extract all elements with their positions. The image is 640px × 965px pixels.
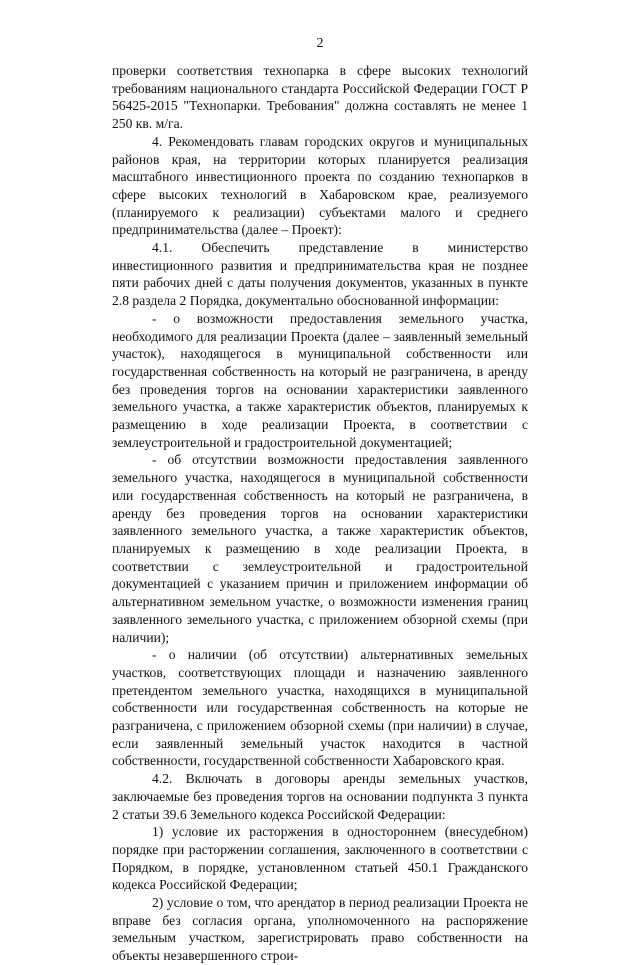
- paragraph-item-4: 4. Рекомендовать главам городских округов и муниципальных районов края, на территории которых планируется реализация масштабного инвестиционного проекта по созданию технопарков в сфере высоких технологий в Хабаровском крае, реализуемого (планируемого к реализации) субъектами малого и среднего предпринимательства (далее – Проект):: [112, 133, 528, 238]
- paragraph-condition-1: 1) условие их расторжения в одностороннем (внесудебном) порядке при расторжении соглашения, заключенного в соответствии с Порядком, в порядке, установленном статьей 450.1 Гражданского кодекса Российской Федерации;: [112, 824, 528, 893]
- paragraph-condition-2: 2) условие о том, что арендатор в период реализации Проекта не вправе без согласия органа, уполномоченного на распоряжение земельным участком, зарегистрировать право собственности на объекты незавершенного строи-: [112, 895, 528, 964]
- page-number: 2: [316, 36, 324, 51]
- paragraph-item-4-1: 4.1. Обеспечить представление в министерство инвестиционного развития и предпринимательства края не позднее пяти рабочих дней с даты получения документов, указанных в пункте 2.8 раздела 2 Порядка, документально обоснованной информации:: [112, 240, 528, 309]
- paragraph-bullet-possibility: - о возможности предоставления земельного участка, необходимого для реализации Проекта (далее – заявленный земельный участок), находящегося в муниципальной собственности или государственная собственность на который не разграничена, в аренду без проведения торгов на основании характеристики заявленного земельного участка, а также характеристик объектов, планируемых к размещению в ходе реализации Проекта, в соответствии с землеустроительной и градостроительной документацией;: [112, 310, 528, 450]
- paragraph-bullet-impossibility: - об отсутствии возможности предоставления заявленного земельного участка, находящегося в муниципальной собственности или государственная собственность на который не разграничена, в аренду без проведения торгов на основании характеристики заявленного земельного участка, а также характеристик объектов, планируемых к размещению в ходе реализации Проекта, в соответствии с землеустроительной и градостроительной документацией с указанием причин и приложением информации об альтернативном земельном участке, о возможности изменения границ заявленного земельного участка, с приложением обзорной схемы (при наличии);: [112, 452, 528, 645]
- paragraph-bullet-alternatives: - о наличии (об отсутствии) альтернативных земельных участков, соответствующих площади и назначению заявленного претендентом земельного участка, находящихся в муниципальной собственности или государственная собственность на которые не разграничена, с приложением обзорной схемы (при наличии) в случае, если заявленный земельный участок находится в частной собственности, государственной собственности Хабаровского края.: [112, 647, 528, 769]
- document-body: [112, 62, 528, 965]
- paragraph-continuation: проверки соответствия технопарка в сфере высоких технологий требованиям национального стандарта Российской Федерации ГОСТ Р 56425-2015 "Технопарки. Требования" должна составлять не менее 1 250 кв. м/га.: [112, 63, 528, 132]
- paragraph-item-4-2: 4.2. Включать в договоры аренды земельных участков, заключаемые без проведения торгов на основании подпункта 3 пункта 2 статьи 39.6 Земельного кодекса Российской Федерации:: [112, 771, 528, 822]
